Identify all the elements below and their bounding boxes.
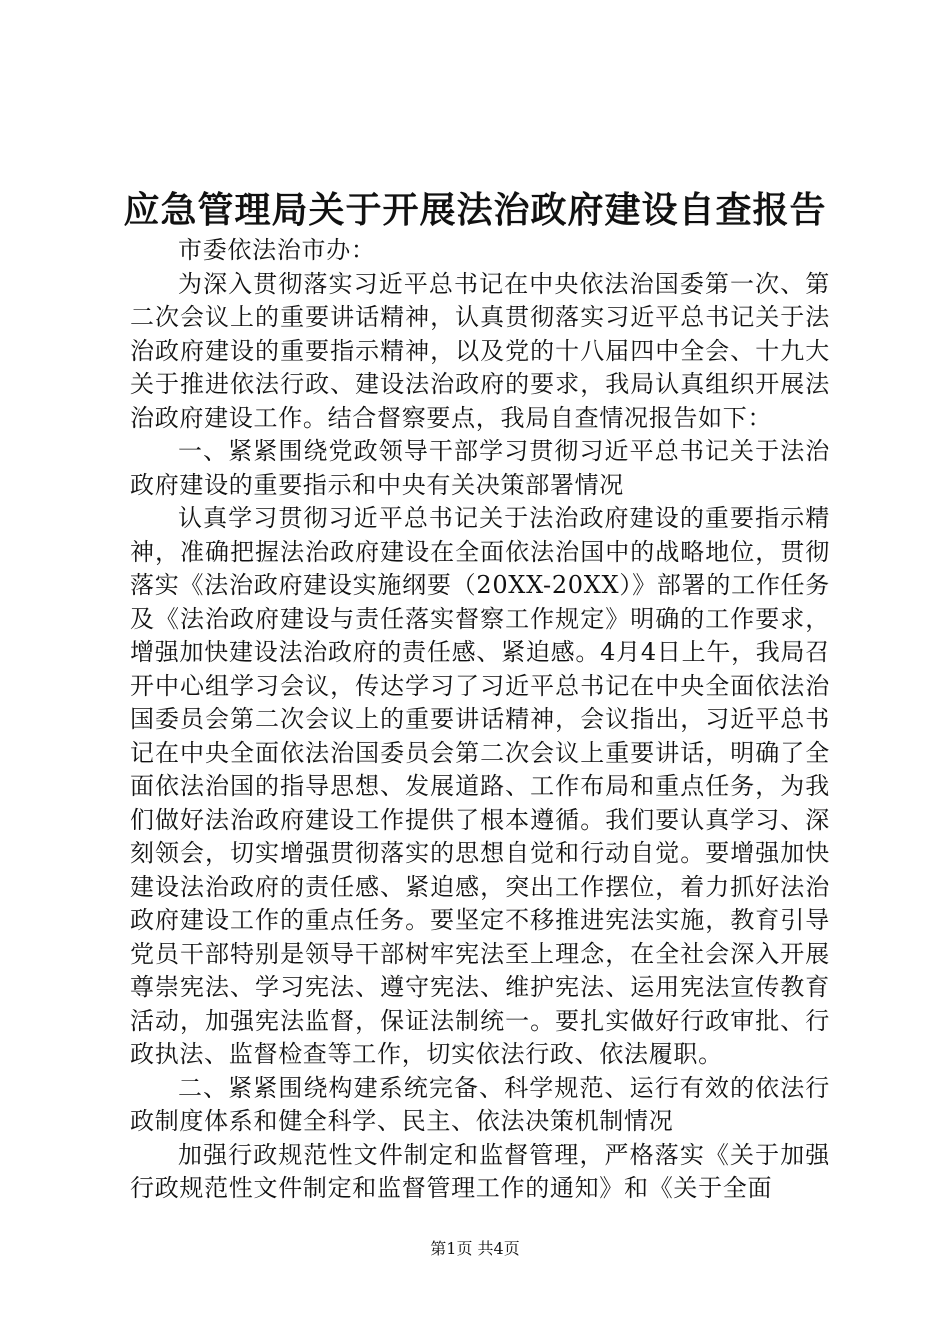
document-title: 应急管理局关于开展法治政府建设自查报告: [123, 189, 827, 231]
page-number-footer: 第1页 共4页: [430, 1239, 520, 1258]
document-body: [130, 234, 830, 1206]
paragraph-section-2: 加强行政规范性文件制定和监督管理，严格落实《关于加强行政规范性文件制定和监督管理工作的通知》和《关于全面: [130, 1140, 830, 1202]
paragraph-section-1: 认真学习贯彻习近平总书记关于法治政府建设的重要指示精神，准确把握法治政府建设在全面依法治国中的战略地位，贯彻落实《法治政府建设实施纲要（20XX-20XX）》部署的工作任务及《法治政府建设与责任落实督察工作规定》明确的工作要求，增强加快建设法治政府的责任感、紧迫感。4月4日上午，我局召开中心组学习会议，传达学习了习近平总书记在中央全面依法治国委员会第二次会议上的重要讲话精神，会议指出，习近平总书记在中央全面依法治国委员会第二次会议上重要讲话，明确了全面依法治国的指导思想、发展道路、工作布局和重点任务，为我们做好法治政府建设工作提供了根本遵循。我们要认真学习、深刻领会，切实增强贯彻落实的思想自觉和行动自觉。要增强加快建设法治政府的责任感、紧迫感，突出工作摆位，着力抓好法治政府建设工作的重点任务。要坚定不移推进宪法实施，教育引导党员干部特别是领导干部树牢宪法至上理念，在全社会深入开展尊崇宪法、学习宪法、遵守宪法、维护宪法、运用宪法宣传教育活动，加强宪法监督，保证法制统一。要扎实做好行政审批、行政执法、监督检查等工作，切实依法行政、依法履职。: [130, 504, 830, 1068]
salutation: 市委依法治市办：: [178, 236, 376, 264]
section-heading-2: 二、紧紧围绕构建系统完备、科学规范、运行有效的依法行政制度体系和健全科学、民主、依法决策机制情况: [130, 1073, 830, 1135]
section-heading-1: 一、紧紧围绕党政领导干部学习贯彻习近平总书记关于法治政府建设的重要指示和中央有关决策部署情况: [130, 437, 830, 499]
paragraph-intro: 为深入贯彻落实习近平总书记在中央依法治国委第一次、第二次会议上的重要讲话精神，认真贯彻落实习近平总书记关于法治政府建设的重要指示精神，以及党的十八届四中全会、十九大关于推进依法行政、建设法治政府的要求，我局认真组织开展法治政府建设工作。结合督察要点，我局自查情况报告如下：: [130, 269, 830, 432]
